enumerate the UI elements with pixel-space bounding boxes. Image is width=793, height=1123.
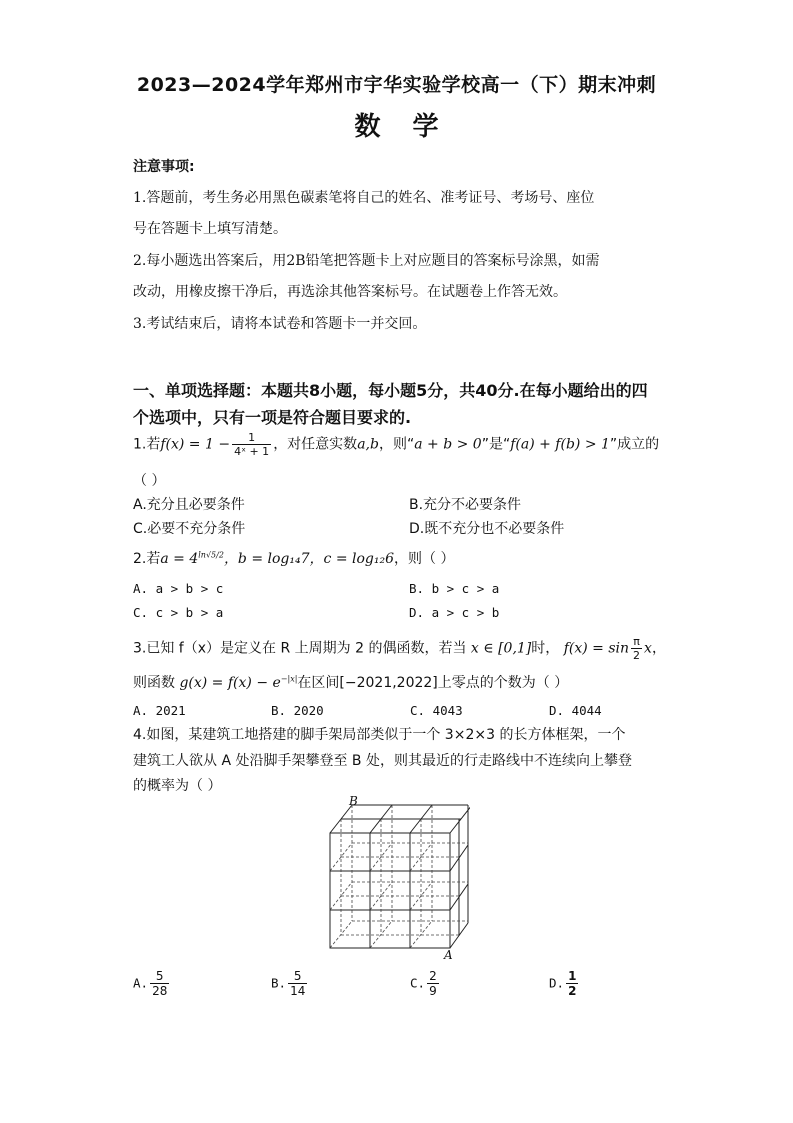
option-a: A. 2021: [133, 703, 186, 718]
question-4-stem: 建筑工人欲从 A 处沿脚手架攀登至 B 处，则其最近的行走路线中不连续向上攀登: [133, 753, 632, 769]
section-heading: 一、单项选择题：本题共8小题，每小题5分，共40分.在每小题给出的四: [133, 381, 648, 400]
option-a: A. $\frac{5}{28}$: [133, 969, 168, 998]
option-b: B.充分不必要条件: [409, 497, 522, 513]
point-b-label: B: [349, 794, 358, 808]
option-c: C. 4043: [410, 703, 463, 718]
option-c: C. c > b > a: [133, 605, 224, 620]
question-4-stem: 的概率为（ ）: [133, 778, 222, 794]
notice-line: 号在答题卡上填写清楚。: [133, 221, 287, 237]
point-a-label: A: [444, 948, 453, 962]
option-a: A.充分且必要条件: [133, 497, 245, 513]
option-d: D.既不充分也不必要条件: [409, 521, 565, 537]
option-c: C.必要不充分条件: [133, 521, 246, 537]
question-4-stem: 4.如图，某建筑工地搭建的脚手架局部类似于一个 3×2×3 的长方体框架，一个: [133, 727, 626, 743]
question-1-stem: 1.若f(x) = 1 − $\frac{1}{\text{4ˣ + 1}}$ ，对任意实数a,b，则“a + b > 0”是“f(a) + f(b) > 1”成立的: [133, 431, 660, 458]
notice-line: 1.答题前，考生务必用黑色碳素笔将自己的姓名、准考证号、考场号、座位: [133, 190, 595, 206]
option-c: C. $\frac{2}{9}$: [410, 969, 437, 998]
option-d: D. 4044: [549, 703, 602, 718]
option-b: B. b > c > a: [409, 581, 500, 596]
option-a: A. a > b > c: [133, 581, 224, 596]
notice-line: 2.每小题选出答案后，用2B铅笔把答题卡上对应题目的答案标号涂黑，如需: [133, 253, 600, 269]
notice-heading: 注意事项:: [133, 159, 195, 175]
exam-subject: 数学: [354, 112, 471, 142]
notice-line: 3.考试结束后，请将本试卷和答题卡一并交回。: [133, 316, 427, 332]
question-2-stem: 2.若$a = 4^{ln√5/2}$，b = log₁₄7，c = log₁₂6，则（ ）: [133, 550, 455, 567]
exam-title: 2023—2024学年郑州市宇华实验学校高一（下）期末冲刺: [136, 74, 657, 96]
question-3-stem: 3.已知 f（x）是定义在 R 上周期为 2 的偶函数，若当 x ∈ [0,1]时， f(x) = sin $\frac{\pi}{2}$ x，: [133, 635, 666, 662]
answer-paren: （ ）: [133, 473, 166, 489]
option-d: D. $\frac{1}{2}$: [549, 969, 577, 998]
option-b: B. 2020: [271, 703, 324, 718]
option-b: B. $\frac{5}{14}$: [271, 969, 306, 998]
section-heading: 个选项中，只有一项是符合题目要求的.: [133, 408, 412, 427]
scaffold-figure: [320, 793, 470, 963]
option-d: D. a > c > b: [409, 605, 500, 620]
notice-line: 改动，用橡皮擦干净后，再选涂其他答案标号。在试题卷上作答无效。: [133, 284, 567, 300]
question-3-stem-line2: 则函数 $g(x) = f(x) - e^{-|x|}$在区间[−2021,2022]上零点的个数为（ ）: [133, 674, 569, 691]
